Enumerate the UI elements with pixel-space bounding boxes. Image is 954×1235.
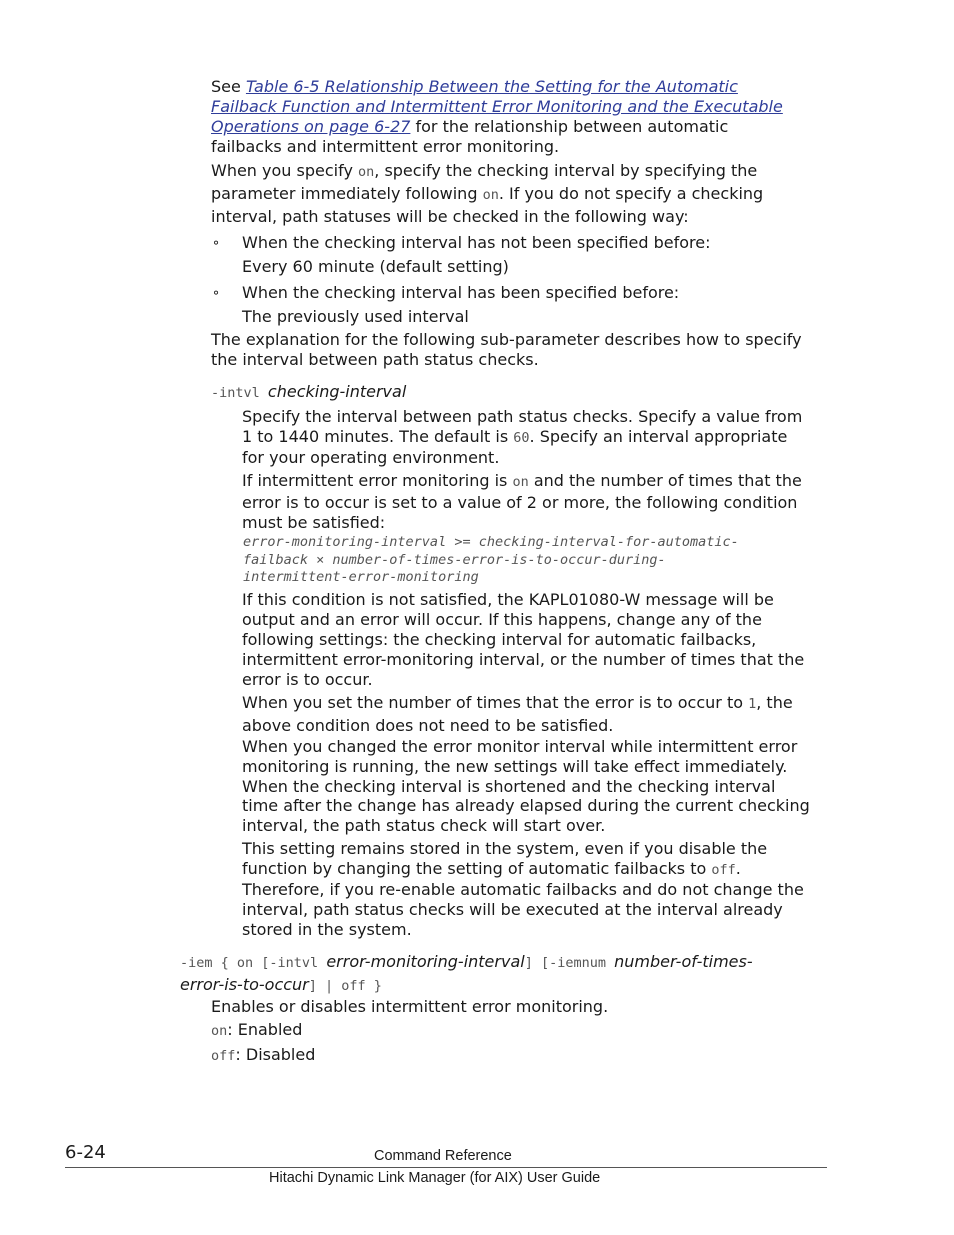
- text: This setting remains stored in the system, even if you disable the: [242, 839, 768, 858]
- text: output and an error will occur. If this happens, change any of the: [242, 610, 762, 629]
- footer-divider: [65, 1167, 827, 1168]
- page-number: 6-24: [65, 1142, 106, 1163]
- iem-description: Enables or disables intermittent error monitoring.: [211, 997, 609, 1016]
- text: When you changed the error monitor interval while intermittent error: [242, 737, 798, 756]
- footer-guide-title: Hitachi Dynamic Link Manager (for AIX) User Guide: [269, 1170, 601, 1186]
- text: the interval between path status checks.: [211, 350, 539, 369]
- text: Therefore, if you re-enable automatic failbacks and do not change the: [242, 880, 804, 899]
- condition-not-satisfied-paragraph: [242, 590, 804, 690]
- iem-off-value: [211, 1045, 315, 1066]
- text: : Enabled: [227, 1020, 303, 1039]
- text: interval, path status checks will be executed at the interval already: [242, 900, 783, 919]
- bullet-marker: ⚬: [211, 286, 222, 300]
- text: above condition does not need to be satisfied.: [242, 716, 614, 735]
- bullet-text: When the checking interval has not been specified before:: [242, 233, 711, 252]
- intvl-argument: checking-interval: [267, 382, 407, 401]
- setting-stored-paragraph: [242, 839, 804, 940]
- text: intermittent error-monitoring interval, or the number of times that the: [242, 650, 805, 669]
- iem-argument: error-monitoring-interval: [326, 952, 525, 971]
- text: The explanation for the following sub-parameter describes how to specify: [211, 330, 802, 349]
- bullet-marker: ⚬: [211, 236, 222, 250]
- condition-formula: [243, 534, 739, 587]
- footer-section-title: Command Reference: [374, 1148, 512, 1164]
- text: interval, path statuses will be checked in the following way:: [211, 207, 689, 226]
- code-off: off: [211, 1048, 236, 1064]
- table-6-5-link-cont[interactable]: Failback Function and Intermittent Error Monitoring and the Executable: [211, 97, 783, 116]
- text: : Disabled: [235, 1045, 316, 1064]
- text: parameter immediately following: [211, 184, 483, 203]
- code-60: 60: [513, 430, 530, 446]
- code-on: on: [211, 1023, 228, 1039]
- iem-code: ] [-iemnum: [524, 955, 615, 971]
- iem-argument: error-is-to-occur: [180, 975, 309, 994]
- text: stored in the system.: [242, 920, 412, 939]
- text: error is to occur is set to a value of 2 or more, the following condition: [242, 492, 798, 512]
- text: 1 to 1440 minutes. The default is: [242, 427, 514, 446]
- text: , specify the checking interval by specifying the: [374, 161, 758, 180]
- intvl-parameter-heading: [211, 382, 406, 403]
- iem-on-value: [211, 1020, 302, 1041]
- changed-interval-paragraph: [242, 737, 810, 836]
- text: error is to occur.: [242, 670, 373, 689]
- bullet-item: [242, 233, 710, 277]
- intvl-code: -intvl: [211, 385, 268, 401]
- text: must be satisfied:: [242, 513, 386, 532]
- code-off: off: [711, 862, 736, 878]
- explanation-paragraph: [211, 330, 802, 370]
- iem-code: ] | off }: [308, 978, 382, 994]
- text: time after the change has already elapsed during the current checking: [242, 796, 810, 816]
- set-number-paragraph: [242, 692, 793, 736]
- text: . Specify an interval appropriate: [529, 427, 788, 446]
- text: When you specify: [211, 161, 358, 180]
- code-1: 1: [748, 696, 757, 712]
- when-specify-paragraph: [211, 160, 763, 227]
- table-6-5-link-page[interactable]: Operations on page 6-27: [211, 117, 411, 136]
- text: following settings: the checking interval for automatic failbacks,: [242, 630, 757, 649]
- text: for your operating environment.: [242, 448, 500, 467]
- intvl-description: [242, 407, 802, 468]
- table-6-5-link[interactable]: Table 6-5 Relationship Between the Setting for the Automatic: [245, 77, 738, 96]
- text: and the number of times that the: [528, 471, 802, 490]
- text: interval, the path status check will start over.: [242, 816, 606, 836]
- iem-parameter-syntax: [180, 951, 753, 997]
- intvl-condition-intro: [242, 471, 802, 534]
- bullet-subtext: The previously used interval: [242, 307, 469, 326]
- see-line-4: failbacks and intermittent error monitoring.: [211, 137, 560, 156]
- see-prefix: See: [211, 77, 246, 96]
- text: If intermittent error monitoring is: [242, 471, 513, 490]
- code-on: on: [512, 474, 529, 490]
- code-on: on: [482, 187, 499, 203]
- text: error-monitoring-interval >= checking-interval-for-automatic-: [243, 534, 739, 550]
- text: function by changing the setting of automatic failbacks to: [242, 859, 712, 878]
- text: monitoring is running, the new settings will take effect immediately.: [242, 756, 788, 776]
- code-on: on: [358, 164, 375, 180]
- text: When you set the number of times that the error is to occur to: [242, 693, 749, 712]
- text: If this condition is not satisfied, the KAPL01080-W message will be: [242, 590, 774, 609]
- see-table-paragraph: [211, 77, 783, 157]
- see-suffix: for the relationship between automatic: [410, 117, 729, 136]
- bullet-text: When the checking interval has been specified before:: [242, 283, 680, 302]
- text: intermittent-error-monitoring: [243, 569, 479, 585]
- text: .: [735, 859, 741, 878]
- text: Specify the interval between path status checks. Specify a value from: [242, 407, 803, 426]
- text: failback × number-of-times-error-is-to-occur-during-: [243, 551, 666, 568]
- text: When the checking interval is shortened and the checking interval: [242, 776, 776, 796]
- text: . If you do not specify a checking: [498, 184, 764, 203]
- bullet-subtext: Every 60 minute (default setting): [242, 257, 509, 276]
- text: , the: [756, 693, 793, 712]
- iem-argument: number-of-times-: [614, 952, 753, 971]
- iem-code: -iem { on [-intvl: [180, 955, 327, 971]
- bullet-item: [242, 283, 679, 327]
